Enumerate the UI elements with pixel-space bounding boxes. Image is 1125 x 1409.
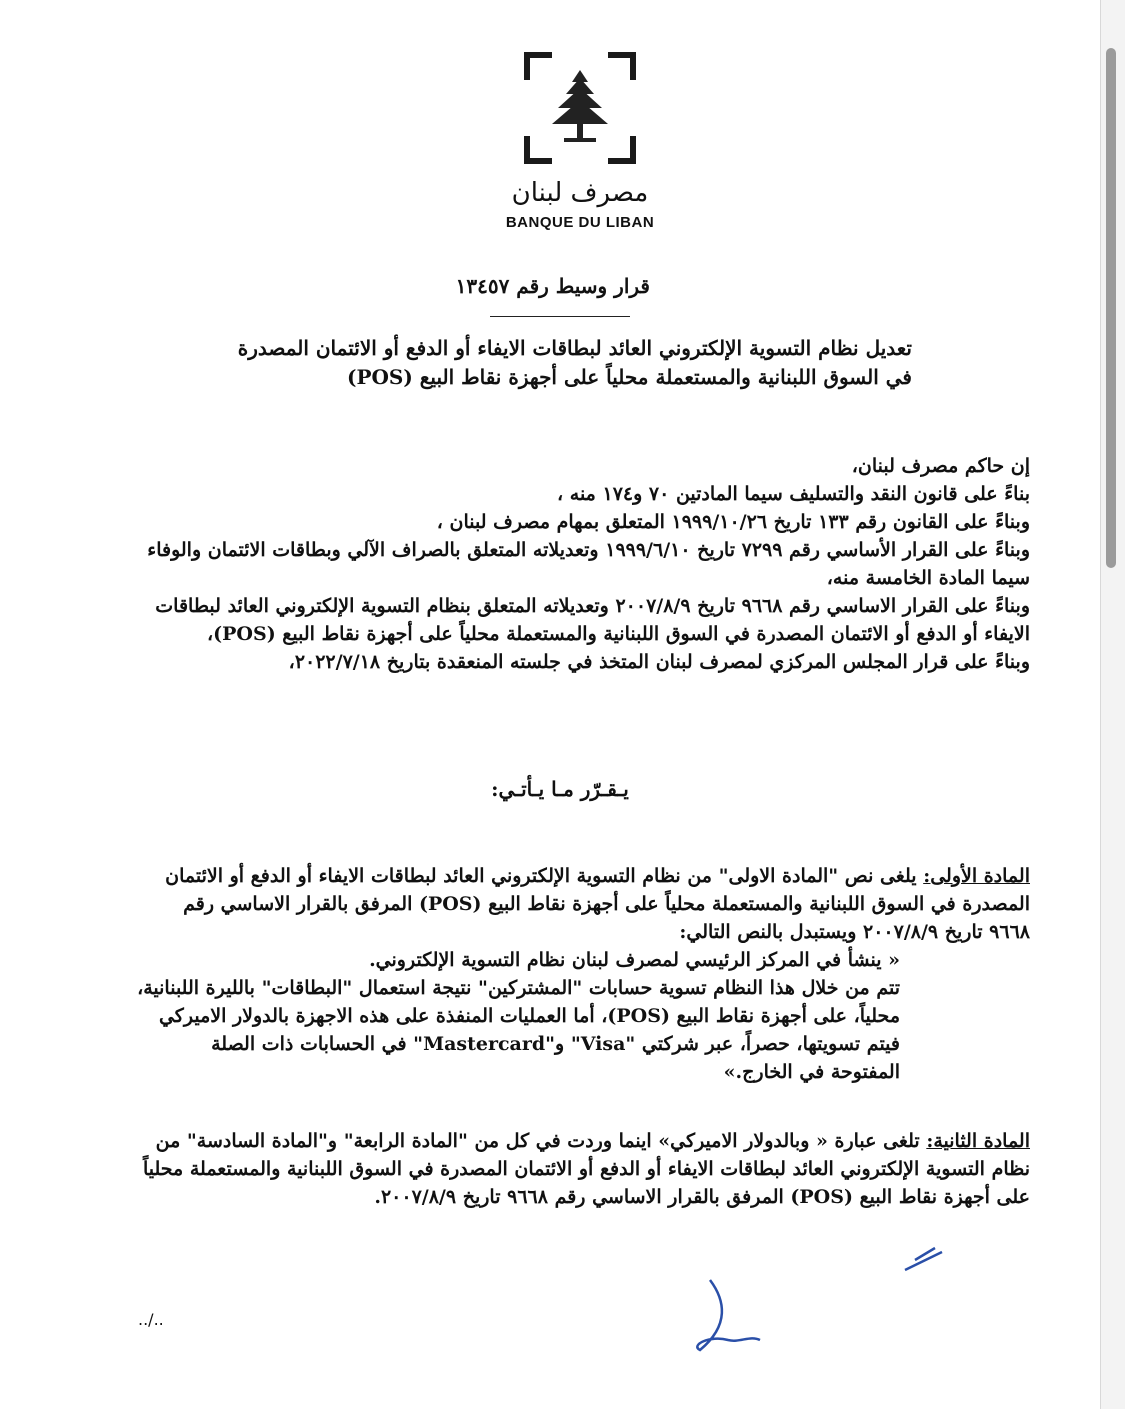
article-title: المادة الثانية: bbox=[926, 1130, 1030, 1152]
signature-icon bbox=[680, 1240, 950, 1360]
scrollbar-thumb[interactable] bbox=[1106, 48, 1116, 568]
bank-name-arabic: مصرف لبنان bbox=[511, 178, 649, 208]
decides-heading: يـقـرّر مـا يـأتـي: bbox=[491, 777, 629, 801]
preamble-line: وبناءً على القانون رقم ١٣٣ تاريخ ١٩٩٩/١٠/٢٦ المتعلق بمهام مصرف لبنان ، bbox=[436, 511, 1030, 533]
article-text: يلغى نص "المادة الاولى" من نظام التسوية الإلكتروني العائد لبطاقات الايفاء أو الدفع أو الائتمان المصدرة في السوق اللبنانية والمستعملة محلياً على أجهزة نقاط البيع (POS) المرفق بالقرار الاساسي رقم ٩٦٦٨ تاريخ ٢٠٠٧/٨/٩ ويستبدل بالنص التالي: bbox=[165, 865, 1030, 943]
title-divider bbox=[490, 316, 630, 317]
article-title: المادة الأولى: bbox=[923, 865, 1030, 887]
article-two bbox=[136, 1127, 1030, 1211]
article-one bbox=[136, 862, 1030, 1086]
decision-subject bbox=[200, 334, 912, 392]
cedar-logo-icon bbox=[524, 52, 636, 164]
article-quote-line: تتم من خلال هذا النظام تسوية حسابات "المشتركين" نتيجة استعمال "البطاقات" بالليرة اللبنانية، محلياً، على أجهزة نقاط البيع (POS)، أما العمليات المنفذة على هذه الاجهزة بالدولار الاميركي فيتم تسويتها، حصراً، عبر شركتي "Visa" و"Mastercard" في الحسابات ذات الصلة المفتوحة في الخارج.» bbox=[137, 977, 900, 1083]
page-continuation: ../.. bbox=[138, 1310, 164, 1329]
preamble bbox=[136, 452, 1030, 676]
preamble-line: بناءً على قانون النقد والتسليف سيما المادتين ٧٠ و١٧٤ منه ، bbox=[557, 483, 1030, 505]
preamble-line: وبناءً على القرار الأساسي رقم ٧٢٩٩ تاريخ ١٩٩٩/٦/١٠ وتعديلاته المتعلق بالصراف الآلي وبطاقات الائتمان والوفاء سيما المادة الخامسة منه، bbox=[147, 539, 1030, 589]
decision-number: قرار وسيط رقم ١٣٤٥٧ bbox=[455, 274, 650, 298]
article-text: تلغى عبارة « وبالدولار الاميركي» اينما وردت في كل من "المادة الرابعة" و"المادة السادسة" من نظام التسوية الإلكتروني العائد لبطاقات الايفاء أو الدفع أو الائتمان المصدرة في السوق اللبنانية والمستعملة محلياً على أجهزة نقاط البيع (POS) المرفق بالقرار الاساسي رقم ٩٦٦٨ تاريخ ٢٠٠٧/٨/٩. bbox=[142, 1130, 1030, 1208]
preamble-line: وبناءً على قرار المجلس المركزي لمصرف لبنان المتخذ في جلسته المنعقدة بتاريخ ٢٠٢٢/٧/١٨، bbox=[288, 651, 1030, 673]
article-quote-line: « ينشأ في المركز الرئيسي لمصرف لبنان نظام التسوية الإلكتروني. bbox=[369, 949, 900, 971]
bank-name-english: BANQUE DU LIBAN bbox=[505, 214, 655, 231]
preamble-line: إن حاكم مصرف لبنان، bbox=[851, 455, 1030, 477]
subject-line: في السوق اللبنانية والمستعملة محلياً على أجهزة نقاط البيع (POS) bbox=[346, 365, 912, 389]
subject-line: تعديل نظام التسوية الإلكتروني العائد لبطاقات الايفاء أو الدفع أو الائتمان المصدرة bbox=[237, 336, 912, 360]
preamble-line: وبناءً على القرار الاساسي رقم ٩٦٦٨ تاريخ ٢٠٠٧/٨/٩ وتعديلاته المتعلق بنظام التسوية الإلكتروني العائد لبطاقات الايفاء أو الدفع أو الائتمان المصدرة في السوق اللبنانية والمستعملة محلياً على أجهزة نقاط البيع (POS)، bbox=[155, 595, 1030, 645]
